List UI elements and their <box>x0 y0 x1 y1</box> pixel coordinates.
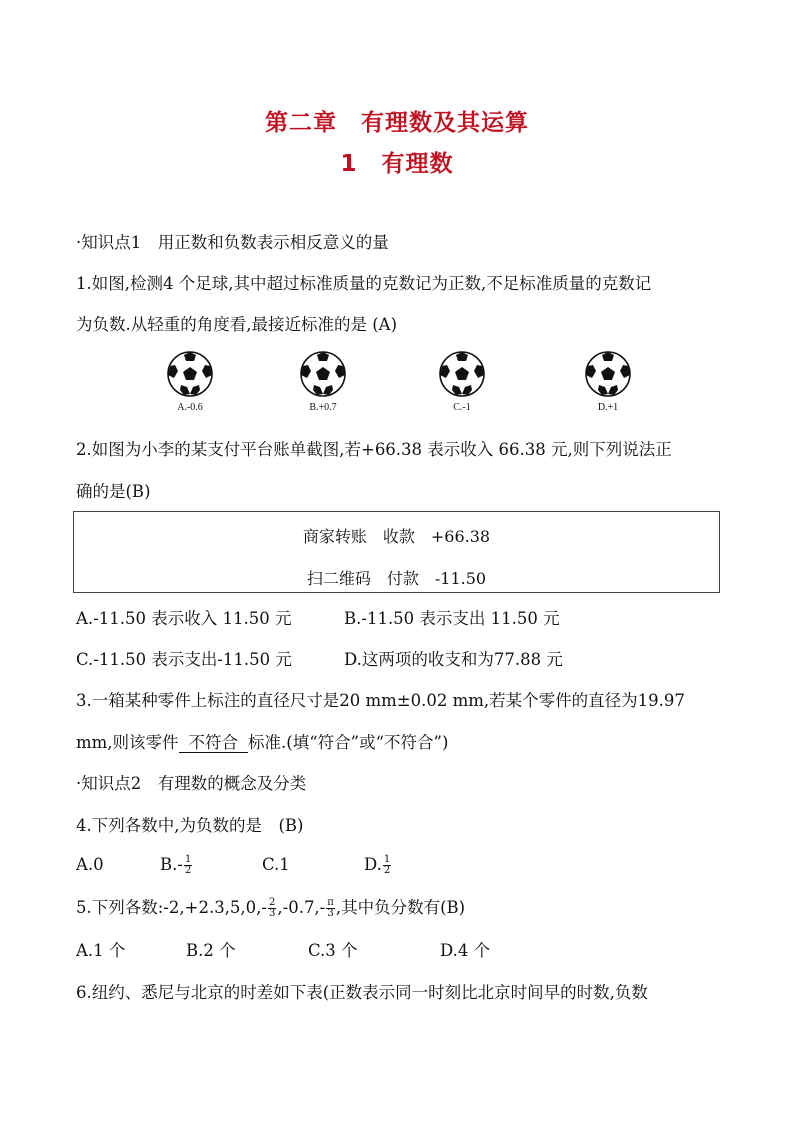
q3-answer-blank: 不符合 <box>179 734 249 753</box>
q5-option-a: A.1 个 <box>76 941 126 960</box>
soccer-ball-icon <box>299 350 347 398</box>
q3-line2 <box>76 732 448 754</box>
q5-option-b: B.2 个 <box>186 941 236 960</box>
q5-option-c: C.3 个 <box>308 941 358 960</box>
section-title: 1 有理数 <box>340 151 454 177</box>
chapter-title: 第二章 有理数及其运算 <box>265 110 529 136</box>
q6-line1: 6.纽约、悉尼与北京的时差如下表(正数表示同一时刻比北京时间早的时数,负数 <box>76 983 648 1002</box>
fraction <box>383 855 391 876</box>
fraction-numerator: 1 <box>383 854 391 865</box>
ball-label: D.+1 <box>597 402 619 413</box>
bill-row-income: 商家转账 收款 +66.38 <box>302 527 491 546</box>
fraction-numerator: 1 <box>184 854 192 865</box>
q5-text-mid: ,-0.7,- <box>277 898 326 917</box>
fraction <box>326 898 335 919</box>
q3-text-post: 标准.(填“符合”或“不符合”) <box>248 733 449 752</box>
q2-line2: 确的是(B) <box>76 482 151 501</box>
soccer-ball-icon <box>584 350 632 398</box>
fraction-denominator: 3 <box>269 908 276 919</box>
soccer-ball-icon <box>166 350 214 398</box>
q1-line1: 1.如图,检测4 个足球,其中超过标准质量的克数记为正数,不足标准质量的克数记 <box>76 274 652 293</box>
q2-option-a: A.-11.50 表示收入 11.50 元 <box>76 609 292 628</box>
fraction-denominator: 3 <box>327 908 334 919</box>
fraction-denominator: 2 <box>383 865 391 876</box>
q4-option-b-prefix: B.- <box>160 855 183 874</box>
q2-line1: 2.如图为小李的某支付平台账单截图,若+66.38 表示收入 66.38 元,则下列说法正 <box>76 440 672 459</box>
q5-stem <box>76 897 465 919</box>
bill-screenshot-box <box>73 511 720 593</box>
q3-text-pre: mm,则该零件 <box>76 733 179 752</box>
q4-option-b <box>160 854 193 876</box>
soccer-ball-icon <box>438 350 486 398</box>
q4-option-d <box>364 854 392 876</box>
q2-option-c: C.-11.50 表示支出-11.50 元 <box>76 650 292 669</box>
q4-option-d-prefix: D. <box>364 855 382 874</box>
ball-c <box>422 350 502 413</box>
knowledge-point-1: ·知识点1 用正数和负数表示相反意义的量 <box>76 233 389 252</box>
q4-stem: 4.下列各数中,为负数的是 (B) <box>76 816 304 835</box>
ball-label: C.-1 <box>453 402 471 413</box>
fraction-numerator: π <box>327 897 334 908</box>
q5-text-post: ,其中负分数有(B) <box>335 898 466 917</box>
ball-a <box>150 350 230 413</box>
q1-line2: 为负数.从轻重的角度看,最接近标准的是 (A) <box>76 315 398 334</box>
fraction <box>184 855 192 876</box>
q5-text-pre: 5.下列各数:-2,+2.3,5,0,- <box>76 898 267 917</box>
q2-option-d: D.这两项的收支和为77.88 元 <box>344 650 563 669</box>
q4-option-a: A.0 <box>76 855 104 874</box>
knowledge-point-2: ·知识点2 有理数的概念及分类 <box>76 774 307 793</box>
q4-option-c: C.1 <box>262 855 290 874</box>
soccer-balls-figure <box>150 350 650 420</box>
bill-row-payment: 扫二维码 付款 -11.50 <box>306 569 487 588</box>
q3-line1: 3.一箱某种零件上标注的直径尺寸是20 mm±0.02 mm,若某个零件的直径为19.97 <box>76 691 685 710</box>
ball-label: A.-0.6 <box>177 402 203 413</box>
ball-b <box>283 350 363 413</box>
q2-option-b: B.-11.50 表示支出 11.50 元 <box>344 609 560 628</box>
fraction-numerator: 2 <box>269 897 276 908</box>
fraction <box>268 898 276 919</box>
ball-d <box>568 350 648 413</box>
q5-option-d: D.4 个 <box>440 941 491 960</box>
fraction-denominator: 2 <box>184 865 192 876</box>
ball-label: B.+0.7 <box>309 402 337 413</box>
